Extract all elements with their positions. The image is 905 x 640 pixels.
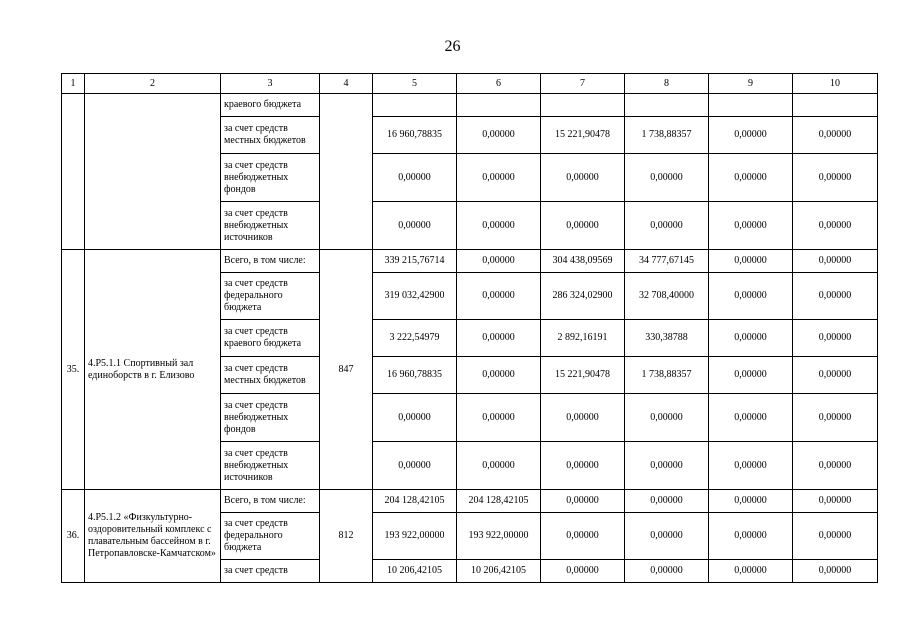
- value-cell: 0,00000: [793, 202, 878, 250]
- value-cell: 10 206,42105: [457, 560, 541, 583]
- value-cell: 0,00000: [793, 513, 878, 560]
- value-cell: [541, 94, 625, 117]
- value-cell: 0,00000: [625, 154, 709, 202]
- value-cell: 0,00000: [373, 154, 457, 202]
- column-header: 7: [541, 74, 625, 94]
- value-cell: 0,00000: [709, 357, 793, 394]
- value-cell: [373, 94, 457, 117]
- value-cell: 204 128,42105: [457, 490, 541, 513]
- column-header: 1: [62, 74, 85, 94]
- page-number: 26: [444, 38, 461, 55]
- value-cell: 2 892,16191: [541, 320, 625, 357]
- funding-source: за счет средств внебюджетных источников: [221, 202, 320, 250]
- value-cell: 0,00000: [793, 357, 878, 394]
- value-cell: 0,00000: [793, 394, 878, 442]
- value-cell: 16 960,78835: [373, 357, 457, 394]
- funding-source: за счет средств федерального бюджета: [221, 273, 320, 320]
- value-cell: 0,00000: [457, 357, 541, 394]
- value-cell: 0,00000: [373, 394, 457, 442]
- value-cell: [457, 94, 541, 117]
- value-cell: 16 960,78835: [373, 117, 457, 154]
- value-cell: 15 221,90478: [541, 357, 625, 394]
- column-header: 3: [221, 74, 320, 94]
- value-cell: 0,00000: [625, 560, 709, 583]
- value-cell: 304 438,09569: [541, 250, 625, 273]
- value-cell: 319 032,42900: [373, 273, 457, 320]
- value-cell: 0,00000: [541, 490, 625, 513]
- funding-source: Всего, в том числе:: [221, 250, 320, 273]
- row-number: 35.: [62, 250, 85, 490]
- value-cell: 0,00000: [457, 117, 541, 154]
- funding-source: за счет средств внебюджетных фондов: [221, 154, 320, 202]
- value-cell: 0,00000: [625, 442, 709, 490]
- value-cell: 0,00000: [625, 202, 709, 250]
- funding-source: за счет средств внебюджетных источников: [221, 442, 320, 490]
- value-cell: 0,00000: [709, 394, 793, 442]
- value-cell: 0,00000: [541, 202, 625, 250]
- value-cell: 193 922,00000: [457, 513, 541, 560]
- value-cell: 0,00000: [541, 513, 625, 560]
- value-cell: 0,00000: [457, 273, 541, 320]
- column-header: 4: [320, 74, 373, 94]
- value-cell: 0,00000: [793, 273, 878, 320]
- value-cell: 0,00000: [793, 560, 878, 583]
- funding-source: за счет средств краевого бюджета: [221, 320, 320, 357]
- value-cell: 0,00000: [709, 273, 793, 320]
- value-cell: 0,00000: [709, 202, 793, 250]
- value-cell: [709, 94, 793, 117]
- table-row: [62, 250, 878, 273]
- value-cell: 0,00000: [541, 560, 625, 583]
- measure-name: 4.Р5.1.2 «Физкультурно-оздоровительный комплекс с плавательным бассейном в г. Петропавловске-Камчатском»: [85, 490, 221, 583]
- value-cell: 0,00000: [709, 320, 793, 357]
- value-cell: 0,00000: [457, 202, 541, 250]
- value-cell: 15 221,90478: [541, 117, 625, 154]
- funding-source: Всего, в том числе:: [221, 490, 320, 513]
- value-cell: 1 738,88357: [625, 357, 709, 394]
- value-cell: 0,00000: [793, 320, 878, 357]
- row-number: 36.: [62, 490, 85, 583]
- value-cell: 34 777,67145: [625, 250, 709, 273]
- value-cell: 0,00000: [373, 202, 457, 250]
- value-cell: 204 128,42105: [373, 490, 457, 513]
- value-cell: 0,00000: [793, 117, 878, 154]
- value-cell: 0,00000: [541, 442, 625, 490]
- table-body: [62, 74, 878, 583]
- value-cell: 0,00000: [793, 154, 878, 202]
- funding-source: за счет средств внебюджетных фондов: [221, 394, 320, 442]
- value-cell: 0,00000: [457, 250, 541, 273]
- value-cell: 32 708,40000: [625, 273, 709, 320]
- funding-source: за счет средств федерального бюджета: [221, 513, 320, 560]
- value-cell: 0,00000: [457, 442, 541, 490]
- column-header: 2: [85, 74, 221, 94]
- column-header: 9: [709, 74, 793, 94]
- column-number-row: [62, 74, 878, 94]
- value-cell: 0,00000: [709, 513, 793, 560]
- value-cell: 330,38788: [625, 320, 709, 357]
- value-cell: 0,00000: [541, 394, 625, 442]
- measure-name: 4.Р5.1.1 Спортивный зал единоборств в г. Елизово: [85, 250, 221, 490]
- value-cell: 0,00000: [373, 442, 457, 490]
- value-cell: 0,00000: [457, 154, 541, 202]
- code-cell: 812: [320, 490, 373, 583]
- value-cell: 3 222,54979: [373, 320, 457, 357]
- value-cell: 0,00000: [625, 394, 709, 442]
- funding-source: за счет средств местных бюджетов: [221, 357, 320, 394]
- value-cell: 0,00000: [625, 513, 709, 560]
- value-cell: 339 215,76714: [373, 250, 457, 273]
- budget-table: [61, 73, 878, 583]
- value-cell: 0,00000: [709, 442, 793, 490]
- value-cell: 0,00000: [709, 250, 793, 273]
- value-cell: 1 738,88357: [625, 117, 709, 154]
- value-cell: 0,00000: [709, 154, 793, 202]
- column-header: 5: [373, 74, 457, 94]
- value-cell: 0,00000: [457, 394, 541, 442]
- funding-source: за счет средств местных бюджетов: [221, 117, 320, 154]
- value-cell: 10 206,42105: [373, 560, 457, 583]
- value-cell: 0,00000: [793, 442, 878, 490]
- column-header: 8: [625, 74, 709, 94]
- value-cell: 0,00000: [709, 490, 793, 513]
- code-cell: 847: [320, 250, 373, 490]
- table-row: [62, 490, 878, 513]
- value-cell: [625, 94, 709, 117]
- value-cell: 193 922,00000: [373, 513, 457, 560]
- value-cell: 0,00000: [457, 320, 541, 357]
- value-cell: [793, 94, 878, 117]
- value-cell: 0,00000: [541, 154, 625, 202]
- value-cell: 0,00000: [793, 250, 878, 273]
- code-cell: [320, 94, 373, 250]
- funding-source: за счет средств: [221, 560, 320, 583]
- value-cell: 0,00000: [625, 490, 709, 513]
- column-header: 10: [793, 74, 878, 94]
- value-cell: 0,00000: [709, 117, 793, 154]
- value-cell: 286 324,02900: [541, 273, 625, 320]
- column-header: 6: [457, 74, 541, 94]
- value-cell: 0,00000: [709, 560, 793, 583]
- funding-source: краевого бюджета: [221, 94, 320, 117]
- row-number: [62, 94, 85, 250]
- value-cell: 0,00000: [793, 490, 878, 513]
- measure-name: [85, 94, 221, 250]
- table-row: [62, 94, 878, 117]
